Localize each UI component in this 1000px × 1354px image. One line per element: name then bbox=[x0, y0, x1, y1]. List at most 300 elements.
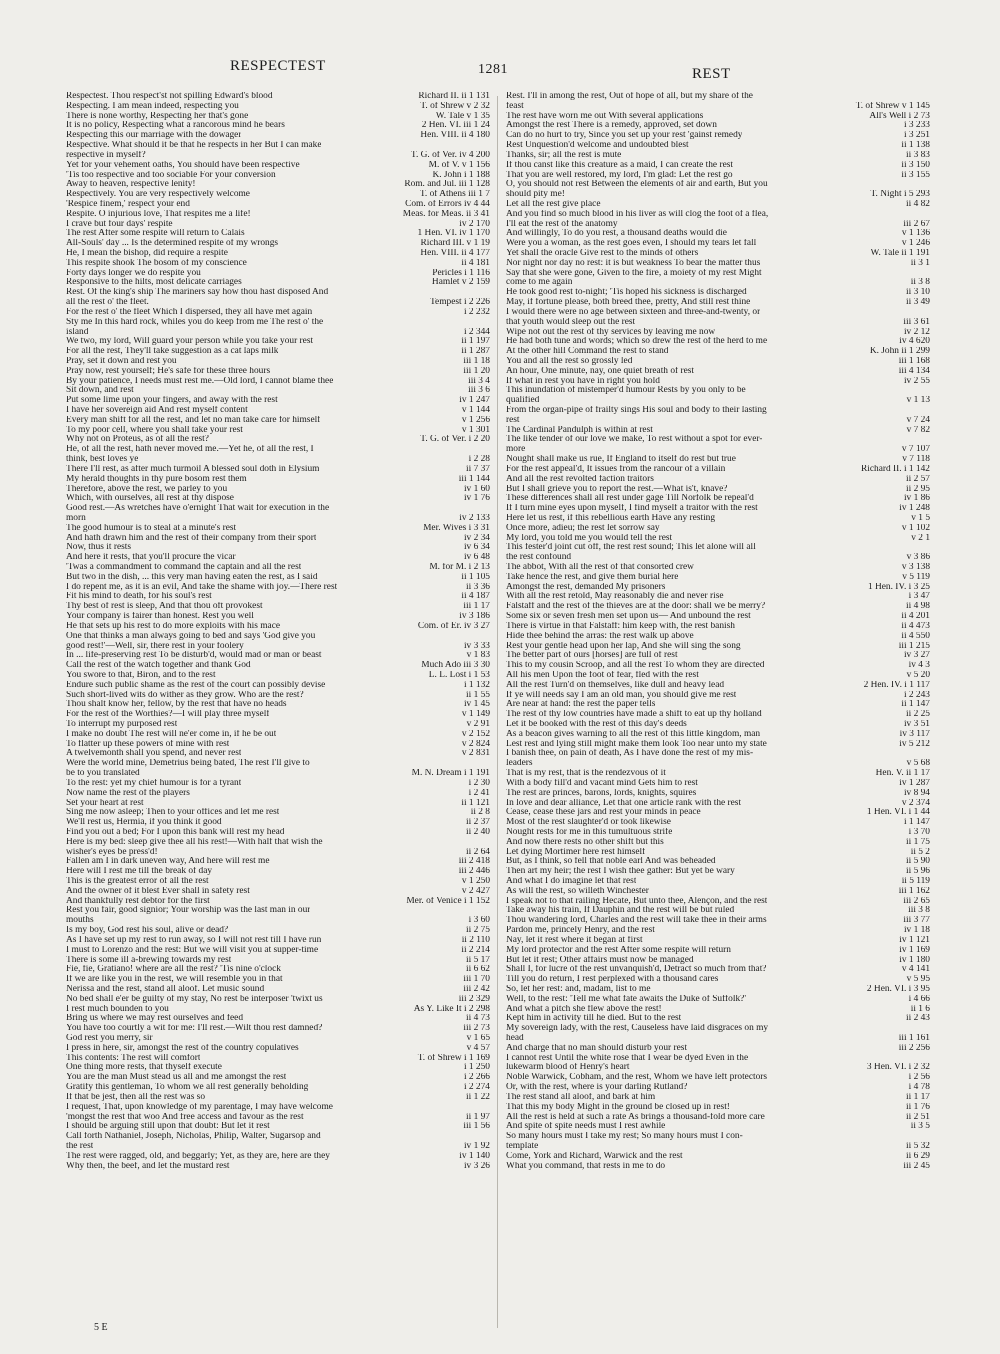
concordance-line bbox=[66, 435, 490, 445]
play-reference: iv 2 12 bbox=[901, 328, 930, 338]
concordance-line bbox=[506, 92, 930, 102]
quotation-text: mouths bbox=[66, 916, 94, 926]
play-reference: iv 1 121 bbox=[896, 936, 930, 946]
quotation-text: Take away his train, If Dauphin and the rest will be but ruled bbox=[506, 906, 735, 916]
concordance-line bbox=[506, 141, 930, 151]
quotation-text: For the rest of the Worthies?—I will play three myself bbox=[66, 710, 270, 720]
quotation-text: And the owner of it blest Ever shall in safety rest bbox=[66, 886, 250, 896]
quotation-text: To interrupt my purposed rest bbox=[66, 720, 178, 729]
concordance-line bbox=[506, 651, 930, 661]
play-reference: Meas. for Meas. ii 3 41 bbox=[400, 210, 490, 220]
quotation-text: To my poor cell, where you shall take your rest bbox=[66, 425, 243, 435]
quotation-text: This inundation of mistemper'd humour Rests by you only to be bbox=[506, 386, 746, 396]
play-reference: v 1 250 bbox=[459, 877, 490, 887]
play-reference: iv 6 48 bbox=[461, 553, 490, 563]
quotation-text: Till you do return, I rest perplexed with a thousand cares bbox=[506, 975, 719, 985]
concordance-line bbox=[506, 1005, 930, 1015]
play-reference: iv 1 86 bbox=[901, 494, 930, 504]
quotation-text: Take hence the rest, and give them burial here bbox=[506, 572, 679, 582]
concordance-line bbox=[66, 475, 490, 485]
quotation-text: That is my rest, that is the rendezvous of it bbox=[506, 769, 666, 779]
concordance-line bbox=[506, 249, 930, 259]
play-reference: ii 4 473 bbox=[898, 622, 930, 632]
concordance-line bbox=[506, 848, 930, 858]
play-reference: v 7 107 bbox=[899, 445, 930, 455]
play-reference: ii 2 51 bbox=[903, 1113, 930, 1123]
quotation-text: All the rest Turn'd on themselves, like dull and heavy lead bbox=[506, 680, 725, 690]
concordance-line bbox=[66, 386, 490, 396]
concordance-line bbox=[506, 661, 930, 671]
play-reference: iv 3 51 bbox=[901, 720, 930, 730]
concordance-line bbox=[506, 1162, 930, 1172]
play-reference: v 2 427 bbox=[459, 887, 490, 897]
concordance-line bbox=[506, 112, 930, 122]
concordance-line bbox=[506, 210, 930, 220]
play-reference: i 2 266 bbox=[461, 1073, 490, 1083]
concordance-line bbox=[506, 131, 930, 141]
quotation-text: As I have set up my rest to run away, so I will not rest till I have run bbox=[66, 935, 322, 945]
play-reference: iii 2 418 bbox=[456, 857, 490, 867]
concordance-line bbox=[66, 661, 490, 671]
concordance-line bbox=[506, 151, 930, 161]
quotation-text: rest bbox=[506, 415, 520, 425]
concordance-line bbox=[506, 799, 930, 809]
concordance-line bbox=[66, 1073, 490, 1083]
quotation-text: Respectest. Thou respect'st not spilling Edward's blood bbox=[66, 92, 273, 101]
quotation-text: All-Souls' day ... Is the determined respite of my wrongs bbox=[66, 239, 279, 249]
quotation-text: Fit his mind to death, for his soul's rest bbox=[66, 592, 212, 602]
concordance-line bbox=[66, 465, 490, 475]
play-reference: ii 3 8 bbox=[908, 278, 930, 288]
quotation-text: Now name the rest of the players bbox=[66, 788, 190, 798]
play-reference: 2 Hen. VI. iii 1 24 bbox=[419, 121, 490, 131]
concordance-line bbox=[506, 622, 930, 632]
play-reference: i 1 250 bbox=[461, 1063, 490, 1073]
concordance-line bbox=[66, 1044, 490, 1054]
quotation-text: I have her sovereign aid And rest myself content bbox=[66, 406, 248, 415]
concordance-line bbox=[66, 121, 490, 131]
concordance-line bbox=[66, 485, 490, 495]
left-column bbox=[66, 92, 490, 1171]
concordance-line bbox=[506, 426, 930, 436]
concordance-line bbox=[66, 377, 490, 387]
concordance-line bbox=[506, 749, 930, 759]
concordance-line bbox=[66, 347, 490, 357]
play-reference: i 3 47 bbox=[906, 592, 930, 602]
play-reference: Hen. VIII. ii 4 177 bbox=[417, 249, 490, 259]
quotation-text: My lord, you told me you would tell the rest bbox=[506, 533, 673, 543]
quotation-text: If I turn mine eyes upon myself, I find myself a traitor with the rest bbox=[506, 504, 758, 514]
concordance-line bbox=[506, 965, 930, 975]
play-reference: ii 4 98 bbox=[903, 602, 930, 612]
play-reference: ii 2 110 bbox=[459, 936, 490, 946]
concordance-line bbox=[66, 426, 490, 436]
quotation-text: By your patience, I needs must rest me.—Old lord, I cannot blame thee bbox=[66, 376, 334, 386]
concordance-line bbox=[506, 887, 930, 897]
play-reference: iii 1 144 bbox=[456, 475, 490, 485]
play-reference: iv 1 92 bbox=[461, 1142, 490, 1152]
quotation-text: You are the man Must stead us all and me amongst the rest bbox=[66, 1073, 287, 1083]
quotation-text: This fester'd joint cut off, the rest rest sound; This let alone will all bbox=[506, 543, 756, 553]
concordance-line bbox=[66, 700, 490, 710]
concordance-line bbox=[506, 985, 930, 995]
play-reference: T. of Shrew v 2 32 bbox=[417, 102, 490, 112]
concordance-line bbox=[66, 602, 490, 612]
play-reference: M. for M. i 2 13 bbox=[426, 563, 490, 573]
play-reference: W. Tale v 1 35 bbox=[433, 112, 490, 122]
quotation-text: What you command, that rests in me to do bbox=[506, 1161, 666, 1171]
play-reference: iv 3 117 bbox=[897, 730, 930, 740]
play-reference: Com. of Er. iv 3 27 bbox=[415, 622, 490, 632]
play-reference: v 2 824 bbox=[459, 740, 490, 750]
quotation-text: Set your heart at rest bbox=[66, 798, 144, 808]
quotation-text: He, of all the rest, hath never moved me.—Yet he, of all the rest, I bbox=[66, 445, 314, 455]
concordance-line bbox=[66, 328, 490, 338]
play-reference: ii 3 36 bbox=[463, 583, 490, 593]
quotation-text: The rest of thy low countries have made a shift to eat up thy holland bbox=[506, 710, 762, 720]
quotation-text: Responsive to the hilts, most delicate carriages bbox=[66, 278, 242, 288]
concordance-line bbox=[506, 534, 930, 544]
play-reference: iii 1 18 bbox=[460, 357, 490, 367]
concordance-line bbox=[506, 504, 930, 514]
play-reference: i 2 232 bbox=[461, 308, 490, 318]
concordance-line bbox=[66, 1024, 490, 1034]
concordance-line bbox=[506, 995, 930, 1005]
concordance-line bbox=[506, 445, 930, 455]
right-column bbox=[506, 92, 930, 1171]
concordance-line bbox=[66, 720, 490, 730]
concordance-line bbox=[66, 396, 490, 406]
play-reference: v 1 102 bbox=[899, 524, 930, 534]
play-reference: iii 2 256 bbox=[896, 1044, 930, 1054]
concordance-line bbox=[506, 406, 930, 416]
quotation-text: that youth would sleep out the rest bbox=[506, 317, 636, 327]
concordance-line bbox=[66, 524, 490, 534]
play-reference: iii 2 329 bbox=[456, 995, 490, 1005]
concordance-line bbox=[66, 278, 490, 288]
concordance-line bbox=[66, 1054, 490, 1064]
play-reference: iii 4 134 bbox=[896, 367, 930, 377]
quotation-text: Away to heaven, respective lenity! bbox=[66, 180, 196, 190]
concordance-line bbox=[506, 563, 930, 573]
play-reference: i 2 56 bbox=[906, 1073, 930, 1083]
quotation-text: Cease, cease these jars and rest your minds in peace bbox=[506, 808, 701, 818]
quotation-text: The better part of ours [horses] are full of rest bbox=[506, 651, 678, 661]
quotation-text: morn bbox=[66, 513, 86, 523]
concordance-line bbox=[66, 1122, 490, 1132]
concordance-line bbox=[506, 808, 930, 818]
quotation-text: Rest you fair, good signior; Your worship was the last man in our bbox=[66, 906, 311, 916]
quotation-text: Yet for your vehement oaths, You should have been respective bbox=[66, 160, 300, 170]
play-reference: ii 3 1 bbox=[908, 259, 930, 269]
quotation-text: I request, That, upon knowledge of my parentage, I may have welcome bbox=[66, 1102, 333, 1112]
play-reference: T. of Shrew i 1 169 bbox=[415, 1054, 490, 1064]
quotation-text: Wipe not out the rest of thy services by leaving me now bbox=[506, 327, 716, 337]
concordance-line bbox=[66, 131, 490, 141]
quotation-text: In ... life-preserving rest To be disturb'd, would mad or man or beast bbox=[66, 651, 322, 661]
quotation-text: Sty me In this hard rock, whiles you do keep from me The rest o' the bbox=[66, 317, 324, 327]
concordance-line bbox=[506, 435, 930, 445]
play-reference: As Y. Like It i 2 298 bbox=[411, 1005, 490, 1015]
quotation-text: The rest were ragged, old, and beggarly; Yet, as they are, here are they bbox=[66, 1151, 330, 1161]
concordance-line bbox=[66, 946, 490, 956]
play-reference: i 2 274 bbox=[461, 1083, 490, 1093]
play-reference: ii 6 29 bbox=[903, 1152, 930, 1162]
play-reference: ii 1 76 bbox=[903, 1103, 930, 1113]
quotation-text: I should be arguing still upon that doubt: But let it rest bbox=[66, 1122, 270, 1132]
concordance-line bbox=[66, 592, 490, 602]
concordance-line bbox=[506, 1152, 930, 1162]
concordance-line bbox=[506, 553, 930, 563]
play-reference: ii 5 32 bbox=[903, 1142, 930, 1152]
quotation-text: be to you translated bbox=[66, 769, 140, 779]
concordance-line bbox=[66, 632, 490, 642]
quotation-text: 'mongst the rest that woo And free access and favour as the rest bbox=[66, 1112, 304, 1122]
play-reference: iv 1 169 bbox=[896, 946, 930, 956]
play-reference: iii 3 61 bbox=[900, 318, 930, 328]
quotation-text: He, I mean the bishop, did require a respite bbox=[66, 249, 228, 258]
quotation-text: You and all the rest so grossly led bbox=[506, 356, 633, 366]
concordance-line bbox=[506, 828, 930, 838]
play-reference: iv 1 60 bbox=[461, 485, 490, 495]
play-reference: Richard III. v 1 19 bbox=[417, 239, 490, 249]
play-reference: K. John ii 1 299 bbox=[867, 347, 930, 357]
concordance-line bbox=[66, 534, 490, 544]
quotation-text: 'Twas a commandment to command the captain and all the rest bbox=[66, 563, 302, 572]
play-reference: iv 2 34 bbox=[461, 534, 490, 544]
concordance-line bbox=[66, 828, 490, 838]
play-reference: 1 Hen. VI. iv 1 170 bbox=[415, 229, 490, 239]
concordance-line bbox=[506, 1142, 930, 1152]
concordance-line bbox=[506, 180, 930, 190]
quotation-text: All the rest is held at such a rate As brings a thousand-fold more care bbox=[506, 1112, 765, 1122]
play-reference: iii 2 65 bbox=[900, 897, 930, 907]
concordance-line bbox=[506, 838, 930, 848]
concordance-line bbox=[506, 602, 930, 612]
quotation-text: Amongst the rest There is a remedy, approved, set down bbox=[506, 121, 717, 131]
quotation-text: Here let us rest, if this rebellious earth Have any resting bbox=[506, 513, 716, 523]
play-reference: iv 5 212 bbox=[896, 740, 930, 750]
play-reference: Mer. Wives i 3 31 bbox=[420, 524, 490, 534]
quotation-text: One that thinks a man always going to bed and says 'God give you bbox=[66, 631, 316, 641]
quotation-text: He took good rest to-night; 'Tis hoped his sickness is discharged bbox=[506, 288, 747, 298]
play-reference: Com. of Errors iv 4 44 bbox=[402, 200, 490, 210]
play-reference: ii 1 17 bbox=[903, 1093, 930, 1103]
quotation-text: Amongst the rest, demanded My prisoners bbox=[506, 582, 666, 592]
header-right-word: REST bbox=[692, 66, 731, 82]
quotation-text: A twelvemonth shall you spend, and never rest bbox=[66, 749, 242, 759]
concordance-line bbox=[506, 190, 930, 200]
play-reference: iv 1 140 bbox=[456, 1152, 490, 1162]
quotation-text: the rest confound bbox=[506, 553, 572, 563]
quotation-text: Respecting this our marriage with the dowager bbox=[66, 131, 242, 141]
play-reference: i 1 147 bbox=[901, 818, 930, 828]
play-reference: i 2 243 bbox=[901, 691, 930, 701]
quotation-text: Therefore, above the rest, we parley to you bbox=[66, 484, 228, 494]
play-reference: Mer. of Venice i 1 152 bbox=[403, 897, 490, 907]
quotation-text: As a beacon gives warning to all the rest of this little kingdom, man bbox=[506, 729, 761, 739]
quotation-text: Some six or seven fresh men set upon us— And unbound the rest bbox=[506, 612, 751, 622]
play-reference: K. John i 1 188 bbox=[429, 171, 490, 181]
play-reference: iv 4 3 bbox=[906, 661, 930, 671]
concordance-line bbox=[66, 141, 490, 151]
concordance-line bbox=[66, 857, 490, 867]
concordance-line bbox=[506, 779, 930, 789]
concordance-line bbox=[66, 543, 490, 553]
play-reference: ii 5 119 bbox=[899, 877, 930, 887]
concordance-line bbox=[66, 926, 490, 936]
quotation-text: There is virtue in that Falstaff: him keep with, the rest banish bbox=[506, 621, 735, 631]
quotation-text: Come, York and Richard, Warwick and the rest bbox=[506, 1151, 683, 1161]
concordance-line bbox=[66, 936, 490, 946]
play-reference: v 2 374 bbox=[899, 799, 930, 809]
play-reference: ii 1 75 bbox=[903, 838, 930, 848]
concordance-line bbox=[506, 455, 930, 465]
play-reference: 3 Hen. VI. i 2 32 bbox=[864, 1063, 930, 1073]
play-reference: i 3 251 bbox=[901, 131, 930, 141]
concordance-line bbox=[506, 377, 930, 387]
quotation-text: We'll rest us, Hermia, if you think it good bbox=[66, 818, 222, 828]
play-reference: ii 2 64 bbox=[463, 848, 490, 858]
concordance-line bbox=[506, 465, 930, 475]
play-reference: L. L. Lost i 1 53 bbox=[426, 671, 490, 681]
play-reference: iii 1 56 bbox=[460, 1122, 490, 1132]
play-reference: Tempest i 2 226 bbox=[427, 298, 490, 308]
concordance-line bbox=[506, 730, 930, 740]
play-reference: i 1 132 bbox=[461, 681, 490, 691]
quotation-text: Thanks, sir; all the rest is mute bbox=[506, 150, 622, 160]
concordance-line bbox=[506, 278, 930, 288]
concordance-line bbox=[66, 956, 490, 966]
quotation-text: My lord protector and the rest After some respite will return bbox=[506, 945, 731, 955]
quotation-text: But I shall grieve you to report the rest.—What is't, knave? bbox=[506, 484, 728, 494]
play-reference: iv 1 287 bbox=[896, 779, 930, 789]
quotation-text: Find you out a bed; For I upon this bank will rest my head bbox=[66, 827, 285, 837]
play-reference: iv 4 620 bbox=[896, 337, 930, 347]
quotation-text: He had both tune and words; which so drew the rest of the herd to me bbox=[506, 337, 768, 347]
play-reference: ii 1 197 bbox=[458, 337, 490, 347]
concordance-line bbox=[66, 563, 490, 573]
concordance-line bbox=[506, 357, 930, 367]
quotation-text: Or, with the rest, where is your darling Rutland? bbox=[506, 1083, 688, 1093]
quotation-text: And what a pitch she flew above the rest! bbox=[506, 1004, 662, 1014]
play-reference: ii 1 138 bbox=[898, 141, 930, 151]
play-reference: ii 3 155 bbox=[898, 171, 930, 181]
quotation-text: Rest Unquestion'd welcome and undoubted blest bbox=[506, 141, 689, 151]
quotation-text: I crave but four days' respite bbox=[66, 219, 173, 229]
concordance-line bbox=[66, 1083, 490, 1093]
concordance-line bbox=[66, 445, 490, 455]
concordance-line bbox=[66, 710, 490, 720]
concordance-line bbox=[506, 612, 930, 622]
play-reference: i 3 60 bbox=[466, 916, 490, 926]
concordance-line bbox=[66, 416, 490, 426]
quotation-text: But two in the dish, ... this very man having eaten the rest, as I said bbox=[66, 572, 318, 582]
play-reference: v 1 65 bbox=[464, 1034, 490, 1044]
quotation-text: To the rest: yet my chief humour is for a tyrant bbox=[66, 778, 242, 788]
concordance-line bbox=[506, 642, 930, 652]
concordance-line bbox=[66, 691, 490, 701]
concordance-line bbox=[66, 779, 490, 789]
concordance-line bbox=[506, 906, 930, 916]
concordance-line bbox=[66, 916, 490, 926]
quotation-text: 'Tis too respective and too sociable For your conversion bbox=[66, 170, 276, 180]
quotation-text: Call the rest of the watch together and thank God bbox=[66, 661, 251, 671]
quotation-text: For all the rest, They'll take suggestion as a cat laps milk bbox=[66, 347, 279, 357]
concordance-line bbox=[66, 1093, 490, 1103]
concordance-line bbox=[66, 769, 490, 779]
play-reference: iv 2 55 bbox=[901, 377, 930, 387]
concordance-line bbox=[506, 1122, 930, 1132]
play-reference: ii 1 105 bbox=[458, 573, 490, 583]
quotation-text: Respite. O injurious love, That respites me a life! bbox=[66, 209, 251, 219]
play-reference: v 5 95 bbox=[904, 975, 930, 985]
quotation-text: We two, my lord, Will guard your person while you take your rest bbox=[66, 337, 314, 347]
play-reference: ii 1 287 bbox=[458, 347, 490, 357]
concordance-line bbox=[506, 1132, 930, 1142]
quotation-text: Were you a woman, as the rest goes even, I should my tears let fall bbox=[506, 239, 757, 249]
play-reference: i 3 70 bbox=[906, 828, 930, 838]
concordance-line bbox=[66, 180, 490, 190]
play-reference: ii 3 49 bbox=[903, 298, 930, 308]
concordance-line bbox=[66, 1152, 490, 1162]
quotation-text: Forty days longer we do respite you bbox=[66, 268, 201, 278]
concordance-line bbox=[506, 926, 930, 936]
play-reference: ii 3 150 bbox=[898, 161, 930, 171]
quotation-text: Thou wandering lord, Charles and the rest will take thee in their arms bbox=[506, 916, 767, 926]
concordance-line bbox=[506, 171, 930, 181]
concordance-line bbox=[506, 485, 930, 495]
quotation-text: Let all the rest give place bbox=[506, 199, 601, 209]
concordance-line bbox=[506, 514, 930, 524]
concordance-line bbox=[506, 1063, 930, 1073]
quotation-text: island bbox=[66, 327, 89, 337]
quotation-text: There is some ill a-brewing towards my rest bbox=[66, 955, 232, 965]
concordance-line bbox=[66, 308, 490, 318]
concordance-line bbox=[506, 936, 930, 946]
quotation-text: The rest stand all aloof, and bark at him bbox=[506, 1092, 656, 1102]
quotation-text: The like tender of our love we make, To rest without a spot for ever- bbox=[506, 435, 763, 445]
concordance-line bbox=[506, 1044, 930, 1054]
play-reference: ii 2 40 bbox=[463, 828, 490, 838]
play-reference: 1 Hen. IV. i 3 25 bbox=[865, 583, 930, 593]
concordance-line bbox=[66, 504, 490, 514]
quotation-text: Well, to the rest: 'Tell me what fate awaits the Duke of Suffolk?' bbox=[506, 994, 747, 1004]
concordance-line bbox=[506, 1054, 930, 1064]
concordance-line bbox=[66, 1005, 490, 1015]
concordance-line bbox=[66, 92, 490, 102]
quotation-text: I'll eat the rest of the anatomy bbox=[506, 219, 618, 229]
quotation-text: Gratify this gentleman, To whom we all rest generally beholding bbox=[66, 1083, 309, 1093]
play-reference: Richard II. i 1 142 bbox=[858, 465, 930, 475]
concordance-line bbox=[66, 1034, 490, 1044]
quotation-text: He that sets up his rest to do more exploits with his mace bbox=[66, 621, 281, 631]
quotation-text: Can do no hurt to try, Since you set up your rest 'gainst remedy bbox=[506, 131, 743, 141]
play-reference: iii 3 77 bbox=[900, 916, 930, 926]
play-reference: iii 2 446 bbox=[456, 867, 490, 877]
quotation-text: From the organ-pipe of frailty sings His soul and body to their lasting bbox=[506, 406, 767, 415]
quotation-text: Here will I rest me till the break of day bbox=[66, 867, 213, 877]
quotation-text: I would there were no age between sixteen and three-and-twenty, or bbox=[506, 307, 761, 317]
play-reference: ii 4 201 bbox=[898, 612, 930, 622]
play-reference: Hen. VIII. ii 4 180 bbox=[417, 131, 490, 141]
play-reference: iii 1 168 bbox=[896, 357, 930, 367]
quotation-text: wisher's eyes be press'd! bbox=[66, 847, 158, 857]
quotation-text: I speak not to that railing Hecate, But unto thee, Alençon, and the rest bbox=[506, 896, 768, 906]
quotation-text: Let it be booked with the rest of this day's deeds bbox=[506, 720, 687, 729]
quotation-text: Nor night nor day no rest: it is but weakness To bear the matter thus bbox=[506, 258, 761, 268]
play-reference: T. Night i 5 293 bbox=[868, 190, 930, 200]
